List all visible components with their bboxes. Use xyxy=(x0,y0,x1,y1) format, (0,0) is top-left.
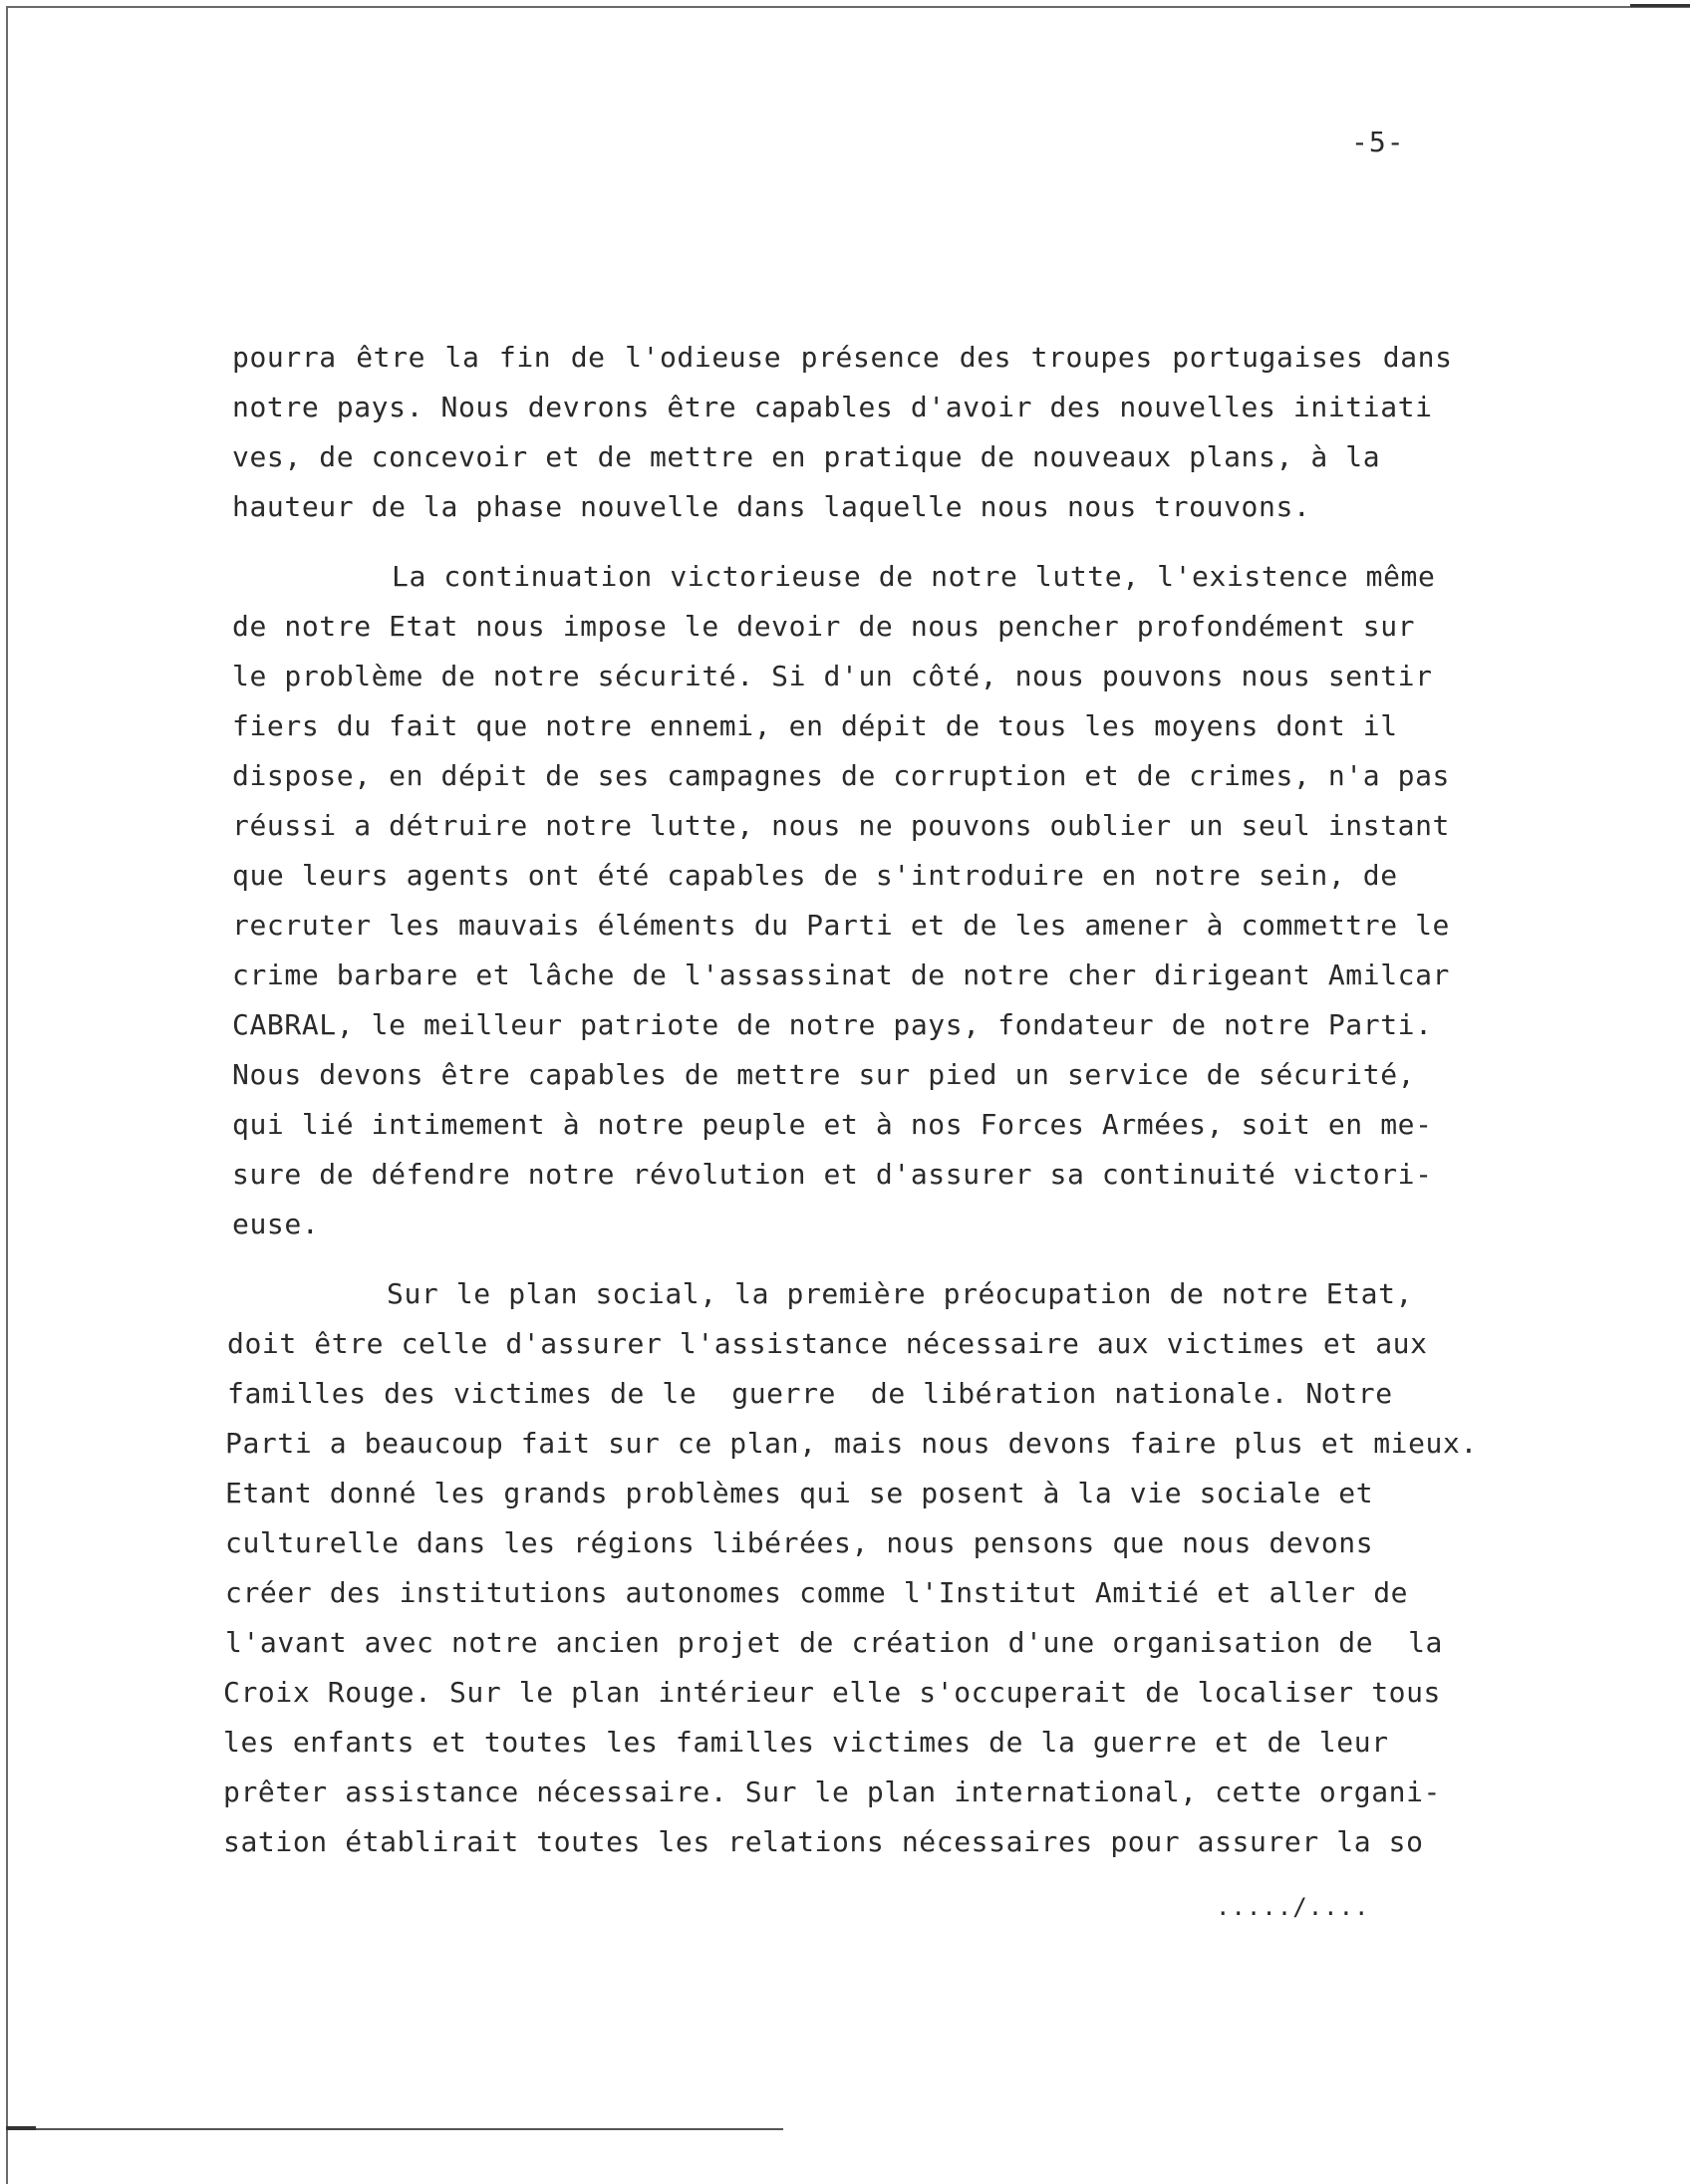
paragraph-3-line-9: Croix Rouge. Sur le plan intérieur elle s'occuperait de localiser tous xyxy=(223,1676,1442,1709)
paragraph-3-line-12: sation établirait toutes les relations nécessaires pour assurer la so xyxy=(223,1825,1424,1858)
paragraph-2-line-6: réussi a détruire notre lutte, nous ne pouvons oublier un seul instant xyxy=(232,809,1451,842)
paragraph-3-line-10: les enfants et toutes les familles victimes de la guerre et de leur xyxy=(223,1726,1389,1759)
scan-border-left xyxy=(6,6,8,2184)
paragraph-2-line-8: recruter les mauvais éléments du Parti et de les amener à commettre le xyxy=(232,909,1451,942)
paragraph-3-line-3: familles des victimes de le guerre de libération nationale. Notre xyxy=(227,1377,1393,1410)
paragraph-1-line-4: hauteur de la phase nouvelle dans laquelle nous nous trouvons. xyxy=(232,490,1311,523)
paragraph-2-line-5: dispose, en dépit de ses campagnes de corruption et de crimes, n'a pas xyxy=(232,759,1451,792)
paragraph-3-line-11: prêter assistance nécessaire. Sur le plan international, cette organi- xyxy=(223,1775,1442,1808)
paragraph-2-line-10: CABRAL, le meilleur patriote de notre pays, fondateur de notre Parti. xyxy=(232,1008,1433,1041)
scan-border-top-mark xyxy=(1630,4,1690,7)
paragraph-1-line-2: notre pays. Nous devrons être capables d'avoir des nouvelles initiati xyxy=(232,391,1433,423)
paragraph-2-line-14: euse. xyxy=(232,1208,320,1240)
paragraph-1-line-3: ves, de concevoir et de mettre en pratique de nouveaux plans, à la xyxy=(232,440,1381,473)
paragraph-2-line-12: qui lié intimement à notre peuple et à nos Forces Armées, soit en me- xyxy=(232,1108,1433,1141)
paragraph-3-line-5: Etant donné les grands problèmes qui se posent à la vie sociale et xyxy=(225,1477,1374,1509)
paragraph-3-line-1: Sur le plan social, la première préocupation de notre Etat, xyxy=(387,1277,1413,1310)
paragraph-1-line-1: pourra être la fin de l'odieuse présence des troupes portugaises dans xyxy=(232,341,1453,374)
page-number: -5- xyxy=(1351,126,1405,158)
paragraph-3-line-7: créer des institutions autonomes comme l'Institut Amitié et aller de xyxy=(225,1576,1409,1609)
paragraph-2-line-2: de notre Etat nous impose le devoir de nous pencher profondément sur xyxy=(232,610,1416,643)
scan-border-top xyxy=(6,6,1690,8)
paragraph-2-line-3: le problème de notre sécurité. Si d'un côté, nous pouvons nous sentir xyxy=(232,660,1433,692)
paragraph-2-line-4: fiers du fait que notre ennemi, en dépit de tous les moyens dont il xyxy=(232,709,1398,742)
paragraph-2-line-7: que leurs agents ont été capables de s'introduire en notre sein, de xyxy=(232,859,1398,892)
paragraph-3-line-6: culturelle dans les régions libérées, nous pensons que nous devons xyxy=(225,1526,1374,1559)
scan-border-bottom xyxy=(6,2128,783,2130)
paragraph-3-line-4: Parti a beaucoup fait sur ce plan, mais nous devons faire plus et mieux. xyxy=(225,1427,1478,1460)
scan-border-bottom-mark xyxy=(6,2126,36,2130)
paragraph-2-line-9: crime barbare et lâche de l'assassinat de notre cher dirigeant Amilcar xyxy=(232,958,1451,991)
paragraph-3-line-8: l'avant avec notre ancien projet de création d'une organisation de la xyxy=(225,1626,1444,1659)
paragraph-2-line-11: Nous devons être capables de mettre sur pied un service de sécurité, xyxy=(232,1058,1416,1091)
paragraph-2-line-1: La continuation victorieuse de notre lutte, l'existence même xyxy=(392,560,1436,593)
continuation-mark: ...../.... xyxy=(1216,1893,1370,1921)
paragraph-3-line-2: doit être celle d'assurer l'assistance nécessaire aux victimes et aux xyxy=(227,1327,1428,1360)
paragraph-2-line-13: sure de défendre notre révolution et d'assurer sa continuité victori- xyxy=(232,1158,1433,1191)
